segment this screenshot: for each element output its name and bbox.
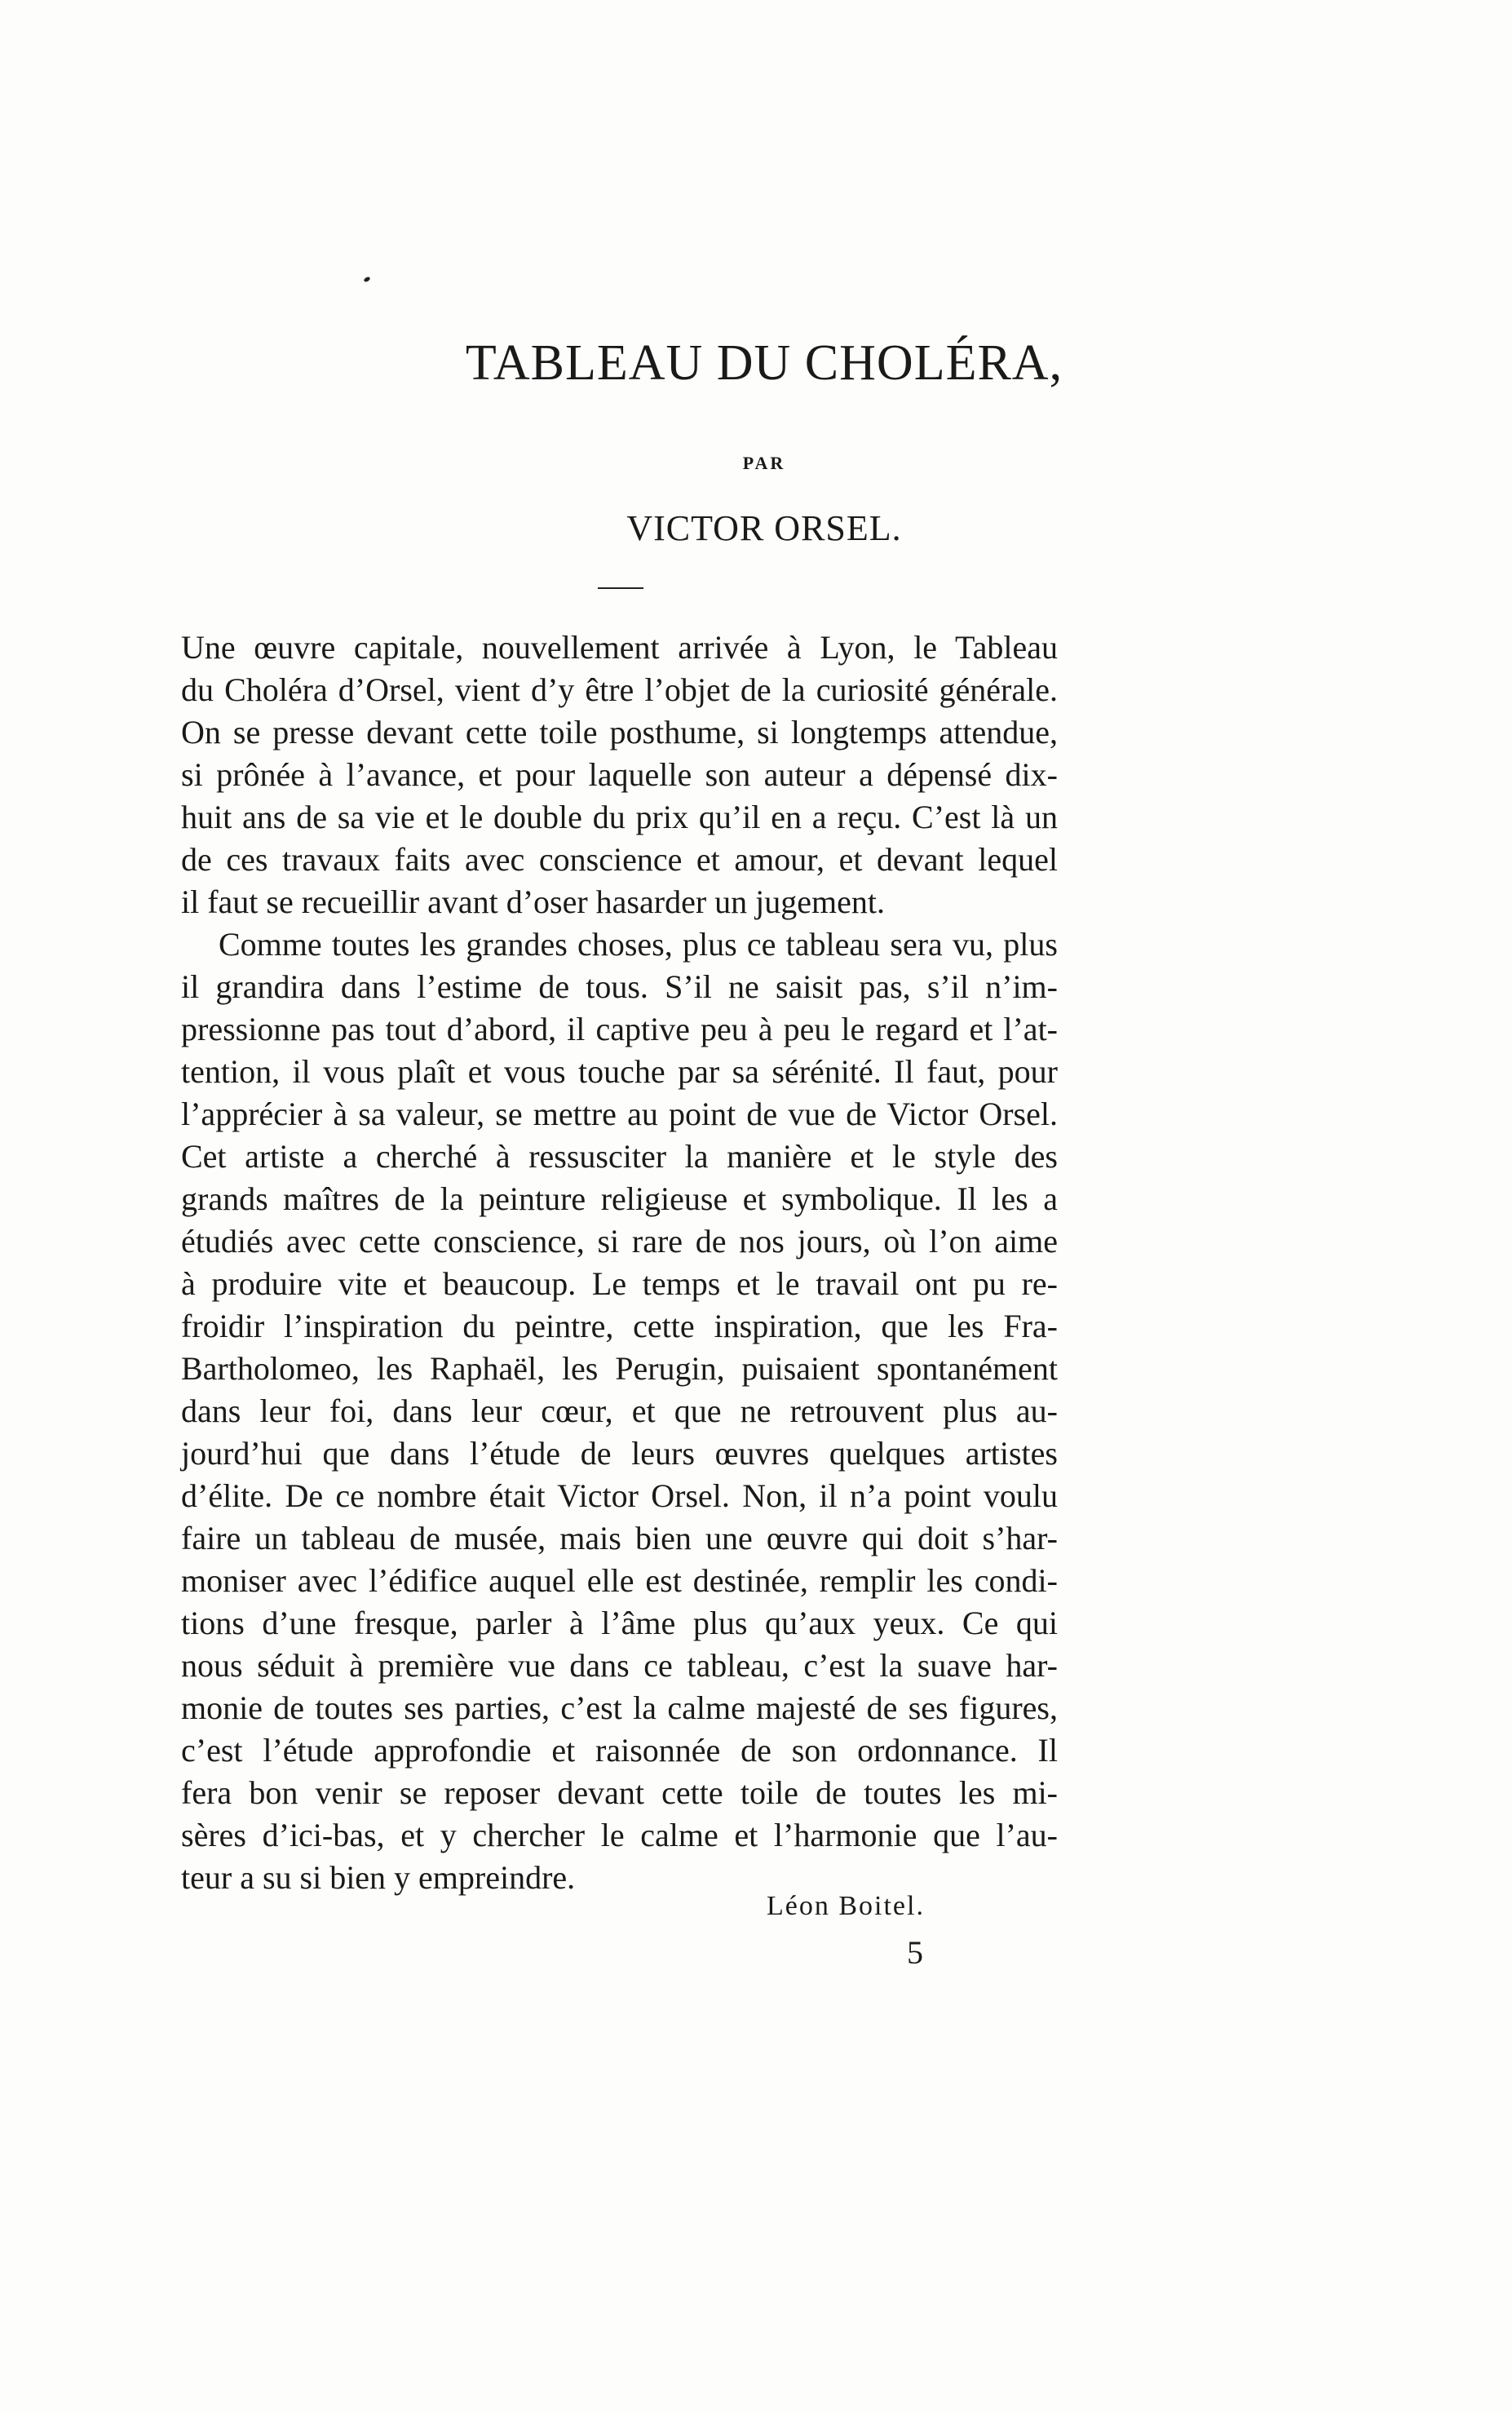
- text-line: faire un tableau de musée, mais bien une œuvre qui doit s’har-: [181, 1520, 1058, 1556]
- signature: Léon Boitel.: [767, 1891, 925, 1921]
- text-line: huit ans de sa vie et le double du prix qu’il en a reçu. C’est là un: [181, 799, 1058, 835]
- text-line: Une œuvre capitale, nouvellement arrivée à Lyon, le Tableau: [181, 629, 1058, 666]
- divider-rule: [598, 587, 643, 589]
- article-title: TABLEAU DU CHOLÉRA,: [465, 335, 1063, 391]
- byline-label: PAR: [742, 453, 786, 473]
- text-line: étudiés avec cette conscience, si rare de nos jours, où l’on aime: [181, 1223, 1058, 1260]
- page-number: 5: [907, 1934, 923, 1971]
- text-line: tention, il vous plaît et vous touche par sa sérénité. Il faut, pour: [181, 1053, 1058, 1090]
- text-line: l’apprécier à sa valeur, se mettre au point de vue de Victor Orsel.: [181, 1096, 1058, 1132]
- text-line: grands maîtres de la peinture religieuse et symbolique. Il les a: [181, 1180, 1058, 1217]
- text-line: fera bon venir se reposer devant cette toile de toutes les mi-: [181, 1774, 1058, 1811]
- text-line: c’est l’étude approfondie et raisonnée de son ordonnance. Il: [181, 1732, 1058, 1769]
- text-line: sères d’ici-bas, et y chercher le calme et l’harmonie que l’au-: [181, 1817, 1058, 1853]
- text-line: moniser avec l’édifice auquel elle est destinée, remplir les condi-: [181, 1562, 1058, 1599]
- text-line: jourd’hui que dans l’étude de leurs œuvres quelques artistes: [181, 1435, 1058, 1472]
- text-line: monie de toutes ses parties, c’est la calme majesté de ses figures,: [181, 1689, 1058, 1726]
- text-line: dans leur foi, dans leur cœur, et que ne retrouvent plus au-: [181, 1392, 1058, 1429]
- text-line: On se presse devant cette toile posthume, si longtemps attendue,: [181, 714, 1058, 750]
- text-line: froidir l’inspiration du peintre, cette inspiration, que les Fra-: [181, 1308, 1058, 1344]
- text-line: il faut se recueillir avant d’oser hasarder un jugement.: [181, 883, 885, 920]
- text-line: Bartholomeo, les Raphaël, les Perugin, puisaient spontanément: [181, 1350, 1058, 1387]
- text-line: il grandira dans l’estime de tous. S’il ne saisit pas, s’il n’im-: [181, 968, 1058, 1005]
- text-line: pressionne pas tout d’abord, il captive peu à peu le regard et l’at-: [181, 1011, 1058, 1047]
- ink-speck: [363, 276, 370, 282]
- text-line: si prônée à l’avance, et pour laquelle son auteur a dépensé dix-: [181, 756, 1058, 793]
- text-line: du Choléra d’Orsel, vient d’y être l’objet de la curiosité générale.: [181, 671, 1058, 708]
- text-line: d’élite. De ce nombre était Victor Orsel. Non, il n’a point voulu: [181, 1477, 1058, 1514]
- text-line: nous séduit à première vue dans ce tableau, c’est la suave har-: [181, 1647, 1058, 1684]
- text-line: Cet artiste a cherché à ressusciter la manière et le style des: [181, 1138, 1058, 1175]
- text-line: à produire vite et beaucoup. Le temps et le travail ont pu re-: [181, 1265, 1058, 1302]
- text-line: de ces travaux faits avec conscience et amour, et devant lequel: [181, 841, 1058, 878]
- text-line: teur a su si bien y empreindre.: [181, 1859, 576, 1896]
- author-name: VICTOR ORSEL.: [626, 508, 902, 548]
- article-body: [181, 626, 1058, 1899]
- text-line: tions d’une fresque, parler à l’âme plus qu’aux yeux. Ce qui: [181, 1605, 1058, 1641]
- text-line: Comme toutes les grandes choses, plus ce tableau sera vu, plus: [219, 926, 1058, 963]
